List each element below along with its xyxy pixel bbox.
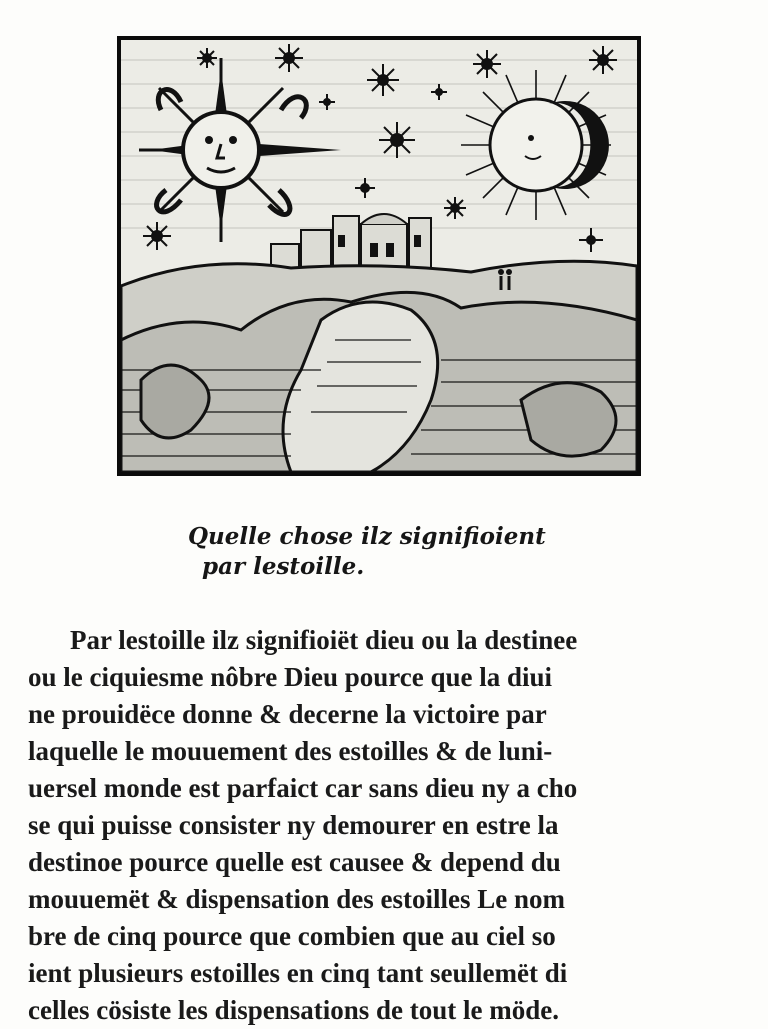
body-line: uersel monde est parfaict car sans dieu ny a cho [28, 773, 578, 803]
body-line: ient plusieurs estoilles en cinq tant seullemët di [28, 958, 568, 988]
body-paragraph [28, 622, 746, 1029]
landscape-icon [121, 261, 637, 472]
body-line: destinoe pource quelle est causee & depend du [28, 847, 561, 877]
body-line: se qui puisse consister ny demourer en estre la [28, 810, 559, 840]
caption-heading [188, 522, 648, 582]
body-line: laquelle le mouuement des estoilles & de luni- [28, 736, 553, 766]
caption-line-2: par lestoille. [202, 553, 365, 580]
body-line: celles cösiste les dispensations de tout le möde. [28, 995, 559, 1025]
body-line: bre de cinq pource que combien que au ciel so [28, 921, 556, 951]
woodcut-illustration [117, 36, 641, 476]
body-line: mouuemët & dispensation des estoilles Le nom [28, 884, 566, 914]
moon-face-icon [461, 70, 611, 220]
caption-line-1: Quelle chose ilz signifioient [188, 523, 546, 550]
body-line: ne prouidëce donne & decerne la victoire par [28, 699, 547, 729]
body-line: Par lestoille ilz signifioiët dieu ou la destinee [70, 625, 578, 655]
woodcut-scene [121, 40, 637, 472]
body-line: ou le ciquiesme nôbre Dieu pource que la diui [28, 662, 553, 692]
